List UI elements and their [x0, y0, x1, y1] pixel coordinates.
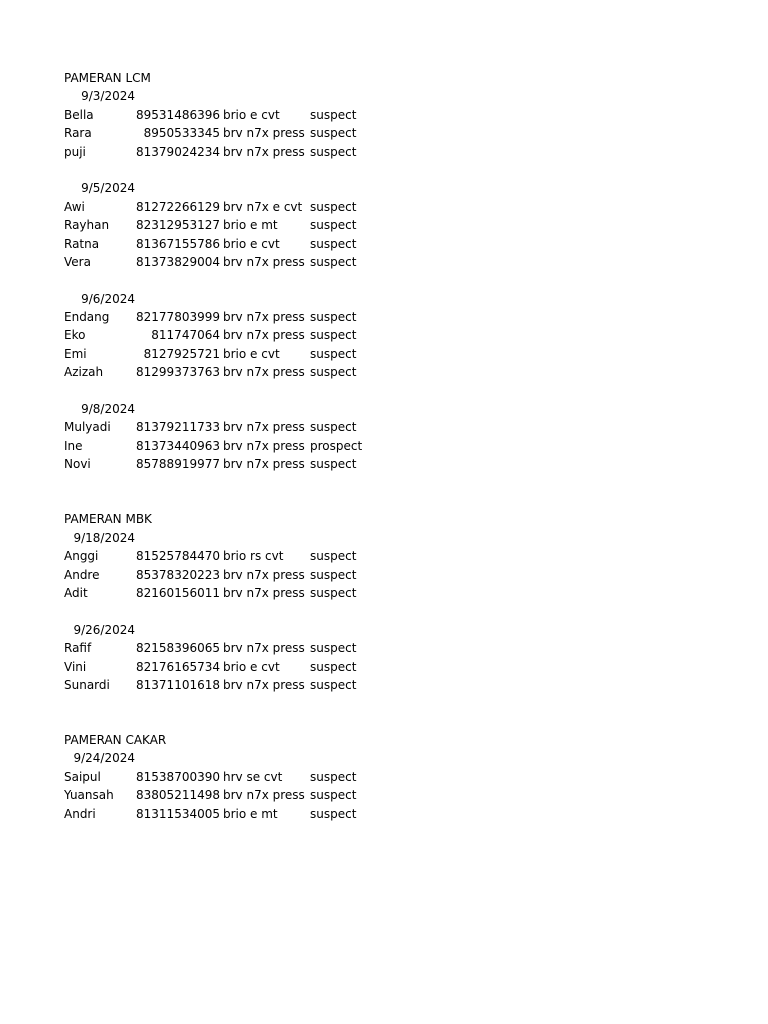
spacer	[64, 602, 704, 620]
status-cell: suspect	[310, 236, 357, 251]
model-cell: brv n7x press	[223, 585, 305, 600]
phone-cell: 811747064	[151, 328, 220, 343]
table-row	[64, 658, 704, 676]
model-cell: brio e cvt	[223, 107, 280, 122]
phone-cell: 81299373763	[136, 365, 220, 380]
section-title-cakar: PAMERAN CAKAR	[64, 733, 167, 748]
phone-cell: 8950533345	[143, 126, 220, 141]
section-title-mbk: PAMERAN MBK	[64, 512, 152, 527]
status-cell: suspect	[310, 806, 357, 821]
status-cell: suspect	[310, 788, 357, 803]
spreadsheet-page	[64, 69, 704, 823]
model-cell: brio e cvt	[223, 346, 280, 361]
name-cell: Rayhan	[64, 218, 110, 233]
status-cell: suspect	[310, 107, 357, 122]
phone-cell: 89531486396	[136, 107, 220, 122]
name-cell: Yuansah	[64, 788, 114, 803]
model-cell: brv n7x press	[223, 457, 305, 472]
date-cell: 9/26/2024	[73, 622, 135, 637]
phone-cell: 81373440963	[136, 438, 220, 453]
model-cell: brv n7x press	[223, 641, 305, 656]
spacer	[64, 271, 704, 289]
table-row	[64, 216, 704, 234]
status-cell: suspect	[310, 659, 357, 674]
model-cell: brio e cvt	[223, 659, 280, 674]
phone-cell: 82176165734	[136, 659, 220, 674]
status-cell: suspect	[310, 769, 357, 784]
name-cell: Ratna	[64, 236, 100, 251]
phone-cell: 8127925721	[143, 346, 220, 361]
phone-cell: 82312953127	[136, 218, 220, 233]
model-cell: brio rs cvt	[223, 549, 284, 564]
table-row	[64, 455, 704, 473]
name-cell: Vera	[64, 254, 91, 269]
name-cell: Emi	[64, 346, 87, 361]
date-cell: 9/5/2024	[81, 181, 135, 196]
table-row	[64, 326, 704, 344]
model-cell: brv n7x e cvt	[223, 199, 303, 214]
status-cell: suspect	[310, 677, 357, 692]
name-cell: Awi	[64, 199, 85, 214]
status-cell: suspect	[310, 310, 357, 325]
model-cell: brv n7x press	[223, 365, 305, 380]
name-cell: puji	[64, 144, 86, 159]
phone-cell: 81272266129	[136, 199, 220, 214]
table-row	[64, 345, 704, 363]
status-cell: suspect	[310, 254, 357, 269]
status-cell: suspect	[310, 641, 357, 656]
table-row	[64, 639, 704, 657]
status-cell: suspect	[310, 420, 357, 435]
table-row	[64, 584, 704, 602]
phone-cell: 82158396065	[136, 641, 220, 656]
name-cell: Rara	[64, 126, 92, 141]
name-cell: Andri	[64, 806, 96, 821]
model-cell: brv n7x press	[223, 328, 305, 343]
phone-cell: 82177803999	[136, 310, 220, 325]
name-cell: Mulyadi	[64, 420, 111, 435]
table-row	[64, 235, 704, 253]
phone-cell: 81311534005	[136, 806, 220, 821]
group-date	[64, 179, 704, 197]
table-row	[64, 363, 704, 381]
model-cell: brv n7x press	[223, 126, 305, 141]
status-cell: suspect	[310, 567, 357, 582]
name-cell: Anggi	[64, 549, 99, 564]
group-date	[64, 621, 704, 639]
group-date	[64, 749, 704, 767]
phone-cell: 81379211733	[136, 420, 220, 435]
status-cell: prospect	[310, 438, 363, 453]
table-row	[64, 566, 704, 584]
model-cell: brv n7x press	[223, 788, 305, 803]
date-cell: 9/6/2024	[81, 291, 135, 306]
table-row	[64, 768, 704, 786]
table-row	[64, 124, 704, 142]
table-row	[64, 143, 704, 161]
table-row	[64, 676, 704, 694]
name-cell: Sunardi	[64, 677, 110, 692]
model-cell: hrv se cvt	[223, 769, 283, 784]
table-row	[64, 253, 704, 271]
table-row	[64, 437, 704, 455]
model-cell: brv n7x press	[223, 144, 305, 159]
phone-cell: 81367155786	[136, 236, 220, 251]
phone-cell: 81371101618	[136, 677, 220, 692]
table-row	[64, 418, 704, 436]
phone-cell: 85788919977	[136, 457, 220, 472]
group-date	[64, 529, 704, 547]
phone-cell: 83805211498	[136, 788, 220, 803]
model-cell: brio e cvt	[223, 236, 280, 251]
table-row	[64, 547, 704, 565]
name-cell: Novi	[64, 457, 91, 472]
status-cell: suspect	[310, 199, 357, 214]
name-cell: Bella	[64, 107, 94, 122]
status-cell: suspect	[310, 126, 357, 141]
status-cell: suspect	[310, 328, 357, 343]
model-cell: brv n7x press	[223, 438, 305, 453]
name-cell: Adit	[64, 585, 88, 600]
model-cell: brv n7x press	[223, 254, 305, 269]
name-cell: Azizah	[64, 365, 104, 380]
group-date	[64, 290, 704, 308]
status-cell: suspect	[310, 218, 357, 233]
status-cell: suspect	[310, 365, 357, 380]
spacer	[64, 161, 704, 179]
section-title-lcm: PAMERAN LCM	[64, 71, 151, 85]
model-cell: brv n7x press	[223, 310, 305, 325]
group-date	[64, 87, 704, 105]
date-cell: 9/24/2024	[73, 751, 135, 766]
model-cell: brv n7x press	[223, 567, 305, 582]
status-cell: suspect	[310, 457, 357, 472]
phone-cell: 85378320223	[136, 567, 220, 582]
model-cell: brio e mt	[223, 218, 278, 233]
phone-cell: 82160156011	[136, 585, 220, 600]
date-cell: 9/8/2024	[81, 402, 135, 417]
name-cell: Andre	[64, 567, 100, 582]
status-cell: suspect	[310, 144, 357, 159]
name-cell: Rafif	[64, 641, 92, 656]
status-cell: suspect	[310, 585, 357, 600]
spacer	[64, 694, 704, 731]
table-row	[64, 786, 704, 804]
group-date	[64, 400, 704, 418]
table-row	[64, 308, 704, 326]
table-row	[64, 805, 704, 823]
status-cell: suspect	[310, 346, 357, 361]
table-row	[64, 198, 704, 216]
name-cell: Eko	[64, 328, 86, 343]
model-cell: brv n7x press	[223, 677, 305, 692]
phone-cell: 81373829004	[136, 254, 220, 269]
name-cell: Vini	[64, 659, 87, 674]
phone-cell: 81538700390	[136, 769, 220, 784]
name-cell: Ine	[64, 438, 83, 453]
status-cell: suspect	[310, 549, 357, 564]
date-cell: 9/18/2024	[73, 530, 135, 545]
model-cell: brio e mt	[223, 806, 278, 821]
name-cell: Saipul	[64, 769, 101, 784]
model-cell: brv n7x press	[223, 420, 305, 435]
spacer	[64, 474, 704, 511]
spacer	[64, 382, 704, 400]
name-cell: Endang	[64, 310, 110, 325]
phone-cell: 81525784470	[136, 549, 220, 564]
phone-cell: 81379024234	[136, 144, 220, 159]
date-cell: 9/3/2024	[81, 89, 135, 104]
table-row	[64, 106, 704, 124]
